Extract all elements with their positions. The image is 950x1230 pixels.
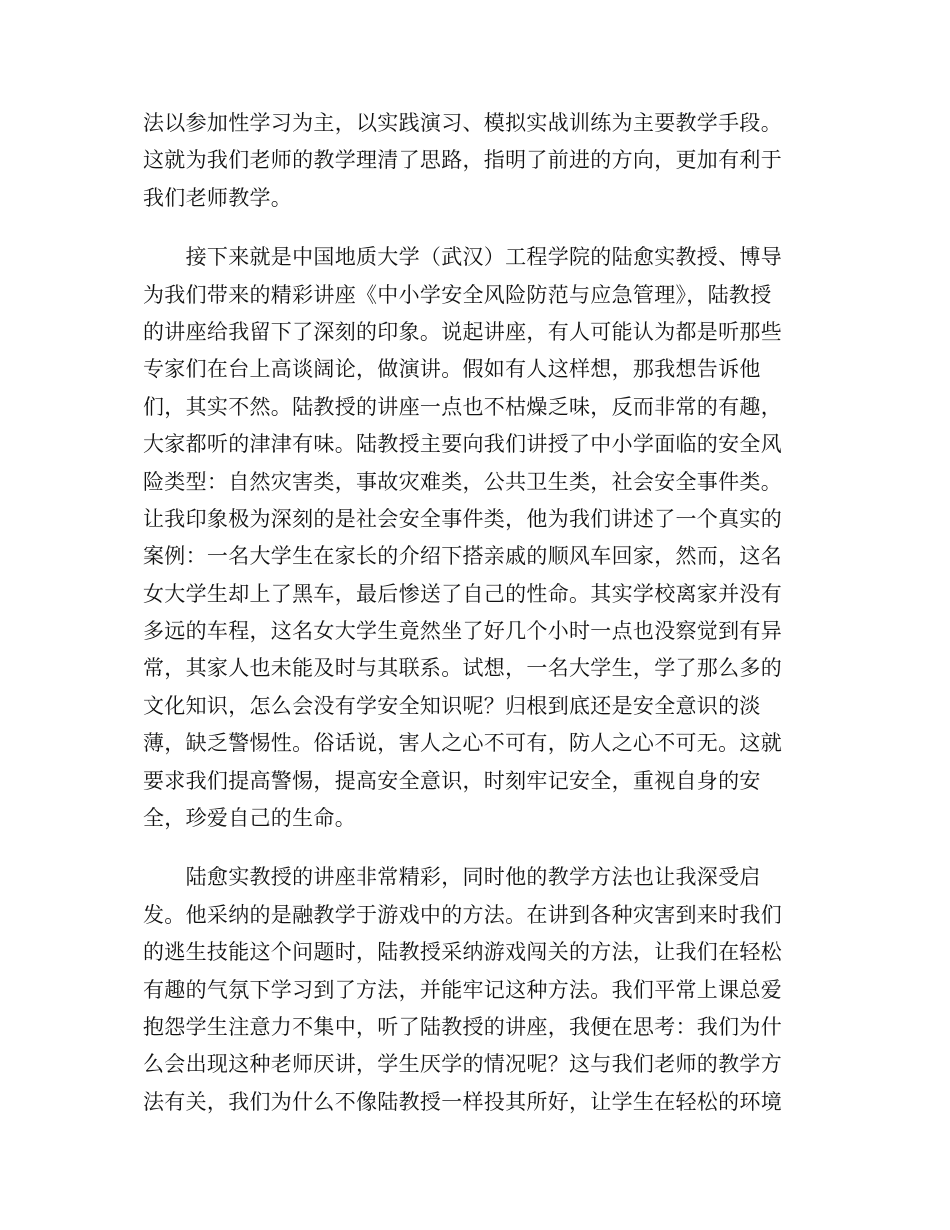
- text-line: 接下来就是中国地质大学（武汉）工程学院的陆愈实教授、博导: [143, 245, 782, 270]
- text-line: 抱怨学生注意力不集中，听了陆教授的讲座，我便在思考：我们为什: [143, 1014, 782, 1039]
- paragraph-gap: [143, 217, 809, 239]
- text-line: 案例：一名大学生在家长的介绍下搭亲戚的顺风车回家，然而，这名: [143, 544, 782, 569]
- text-line: 发。他采纳的是融教学于游戏中的方法。在讲到各种灾害到来时我们: [143, 902, 782, 927]
- text-line: 么会出现这种老师厌讲，学生厌学的情况呢？这与我们老师的教学方: [143, 1052, 782, 1077]
- paragraph-gap: [143, 837, 809, 859]
- text-line: 为我们带来的精彩讲座《中小学安全风险防范与应急管理》，陆教授: [143, 282, 772, 307]
- text-line: 专家们在台上高谈阔论，做演讲。假如有人这样想，那我想告诉他: [143, 357, 761, 382]
- text-line: 让我印象极为深刻的是社会安全事件类，他为我们讲述了一个真实的: [143, 506, 782, 531]
- text-line: 险类型：自然灾害类，事故灾难类，公共卫生类，社会安全事件类。: [143, 469, 782, 494]
- paragraph-2: [143, 239, 809, 837]
- text-line: 全，珍爱自己的生命。: [143, 806, 356, 831]
- text-line: 陆愈实教授的讲座非常精彩，同时他的教学方法也让我深受启: [143, 865, 761, 890]
- text-line: 女大学生却上了黑车，最后惨送了自己的性命。其实学校离家并没有: [143, 581, 782, 606]
- paragraph-3: [143, 859, 809, 1121]
- text-line: 有趣的气氛下学习到了方法，并能牢记这种方法。我们平常上课总爱: [143, 977, 782, 1002]
- paragraph-1: [143, 105, 809, 217]
- text-line: 薄，缺乏警惕性。俗话说，害人之心不可有，防人之心不可无。这就: [143, 731, 782, 756]
- text-line: 常，其家人也未能及时与其联系。试想，一名大学生，学了那么多的: [143, 656, 782, 681]
- text-line: 要求我们提高警惕，提高安全意识，时刻牢记安全，重视自身的安: [143, 768, 761, 793]
- text-line: 多远的车程，这名女大学生竟然坐了好几个小时一点也没察觉到有异: [143, 619, 782, 644]
- text-line: 文化知识，怎么会没有学安全知识呢？归根到底还是安全意识的淡: [143, 693, 761, 718]
- text-line: 法以参加性学习为主，以实践演习、模拟实战训练为主要教学手段。: [143, 111, 782, 135]
- document-page: [143, 105, 809, 1121]
- text-line: 的逃生技能这个问题时，陆教授采纳游戏闯关的方法，让我们在轻松: [143, 940, 782, 965]
- text-line: 们，其实不然。陆教授的讲座一点也不枯燥乏味，反而非常的有趣，: [143, 394, 782, 419]
- text-line: 我们老师教学。: [143, 185, 293, 210]
- text-line: 的讲座给我留下了深刻的印象。说起讲座，有人可能认为都是听那些: [143, 319, 782, 344]
- text-line: 大家都听的津津有味。陆教授主要向我们讲授了中小学面临的安全风: [143, 432, 782, 457]
- text-line: 这就为我们老师的教学理清了思路，指明了前进的方向，更加有利于: [143, 148, 782, 173]
- text-line: 法有关，我们为什么不像陆教授一样投其所好，让学生在轻松的环境: [143, 1089, 782, 1114]
